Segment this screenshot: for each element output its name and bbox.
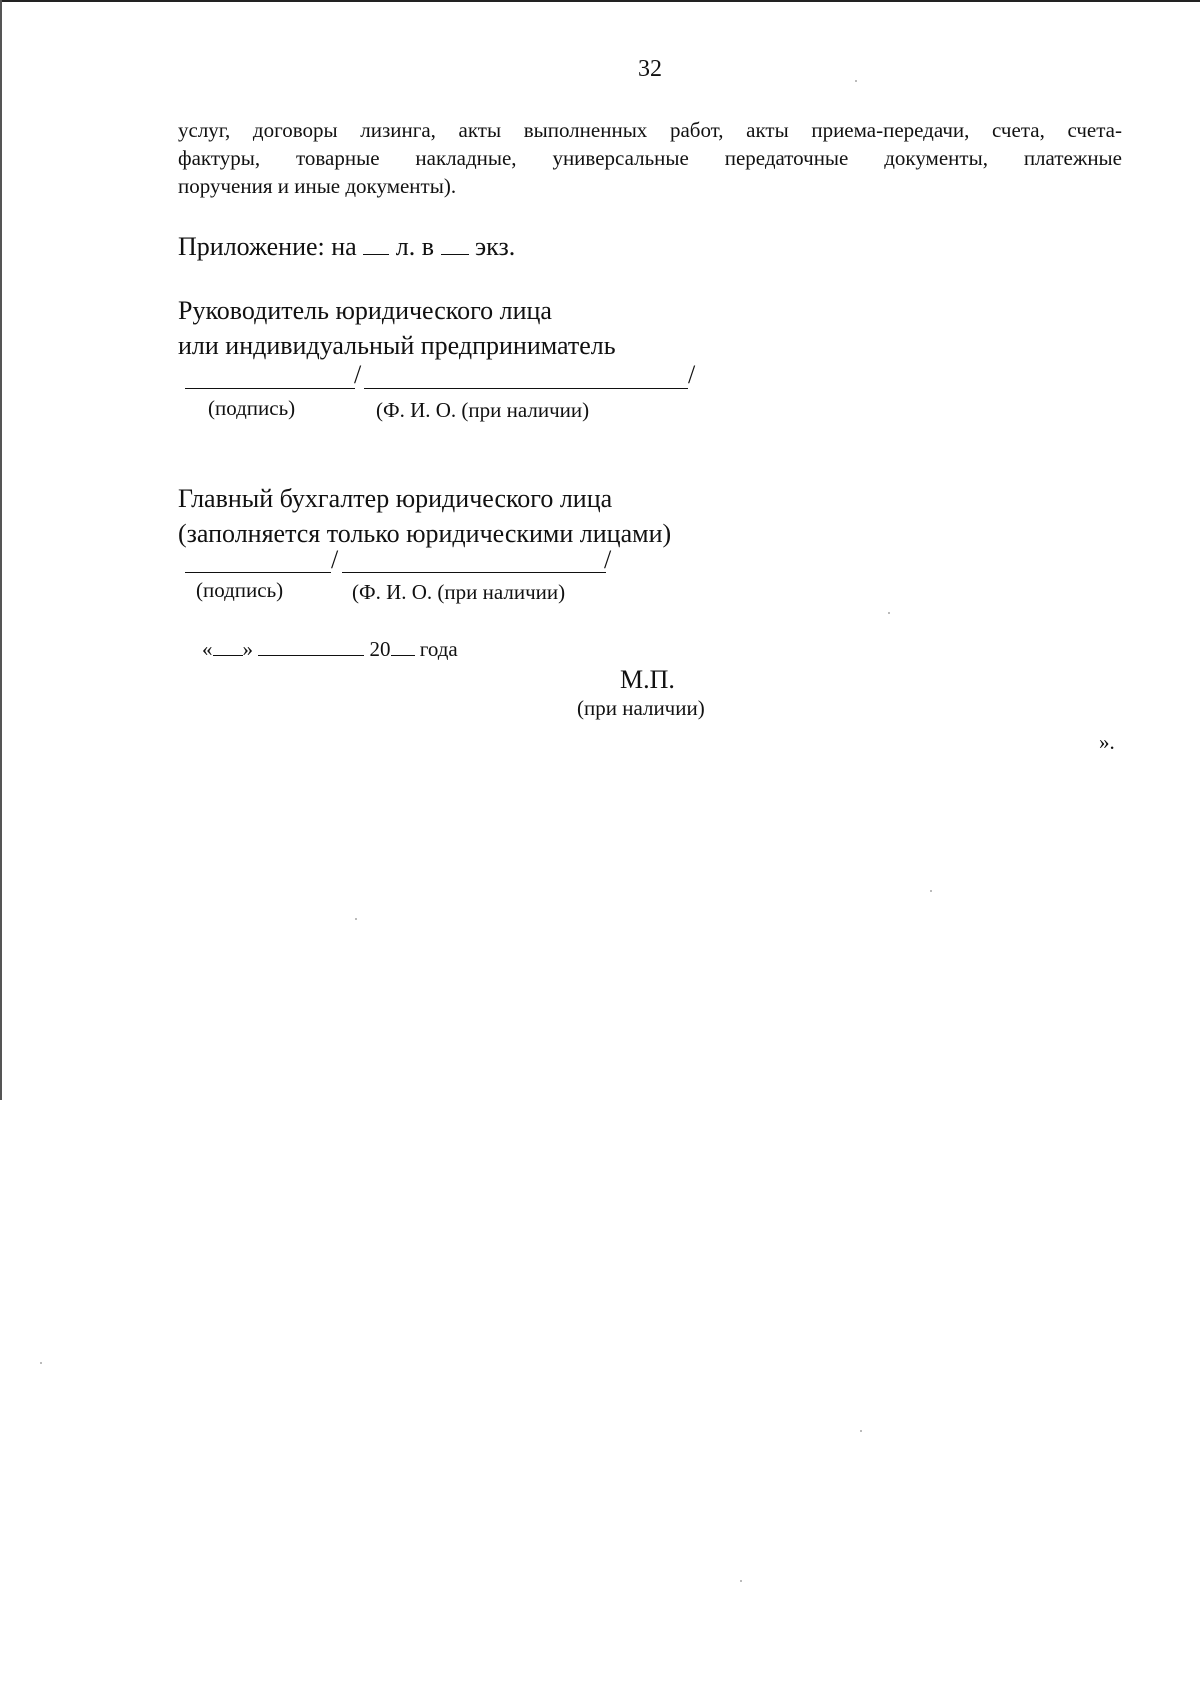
head-slash-separator: / [354, 360, 362, 389]
scan-speck [740, 1580, 742, 1582]
paragraph-line: фактуры, товарные накладные, универсальные передаточные документы, платежные [178, 146, 1122, 170]
scan-border-left [0, 0, 2, 1100]
date-open-quote: « [202, 637, 213, 661]
closing-quote-mark: ». [1099, 730, 1115, 754]
scan-speck [860, 1430, 862, 1432]
accountant-name-caption: (Ф. И. О. (при наличии) [352, 580, 566, 604]
scan-speck [888, 612, 890, 614]
head-name-caption: (Ф. И. О. (при наличии) [376, 398, 590, 422]
accountant-signature-line [185, 572, 331, 573]
seal-label: М.П. [620, 665, 675, 694]
paragraph-line: поручения и иные документы). [178, 174, 457, 198]
date-day-blank [213, 633, 243, 656]
attachment-prefix: Приложение: на [178, 232, 357, 261]
paragraph-line: услуг, договоры лизинга, акты выполненных работ, акты приема-передачи, счета, счета- [178, 118, 1122, 142]
date-year-blank [391, 633, 415, 656]
head-name-line [364, 388, 688, 389]
head-title-line2: или индивидуальный предприниматель [178, 331, 616, 360]
scan-speck [855, 80, 857, 82]
scan-speck [930, 890, 932, 892]
attachment-mid: л. в [395, 232, 434, 261]
head-signature-caption: (подпись) [208, 396, 296, 420]
scan-border-top [0, 0, 1200, 2]
accountant-signature-caption: (подпись) [196, 578, 284, 602]
accountant-title-line2: (заполняется только юридическими лицами) [178, 519, 672, 548]
accountant-slash-separator: / [331, 545, 339, 574]
accountant-slash-end: / [604, 545, 612, 574]
head-slash-end: / [688, 360, 696, 389]
accountant-title-line1: Главный бухгалтер юридического лица [178, 484, 613, 513]
accountant-name-line [342, 572, 606, 573]
date-year-prefix: 20 [369, 637, 391, 661]
date-close-quote: » [242, 637, 253, 661]
date-month-blank [258, 633, 364, 656]
date-year-suffix: года [419, 637, 458, 661]
date-line [202, 633, 458, 662]
scan-speck [355, 918, 357, 920]
head-title-line1: Руководитель юридического лица [178, 296, 552, 325]
attachment-copies-blank [441, 232, 469, 255]
attachment-line [178, 232, 515, 262]
head-signature-line [185, 388, 355, 389]
attachment-suffix: экз. [475, 232, 516, 261]
attachment-sheets-blank [363, 232, 389, 255]
page-number: 32 [638, 56, 662, 82]
seal-caption: (при наличии) [577, 696, 705, 720]
continuation-paragraph [178, 116, 1122, 200]
scan-speck [40, 1362, 42, 1364]
